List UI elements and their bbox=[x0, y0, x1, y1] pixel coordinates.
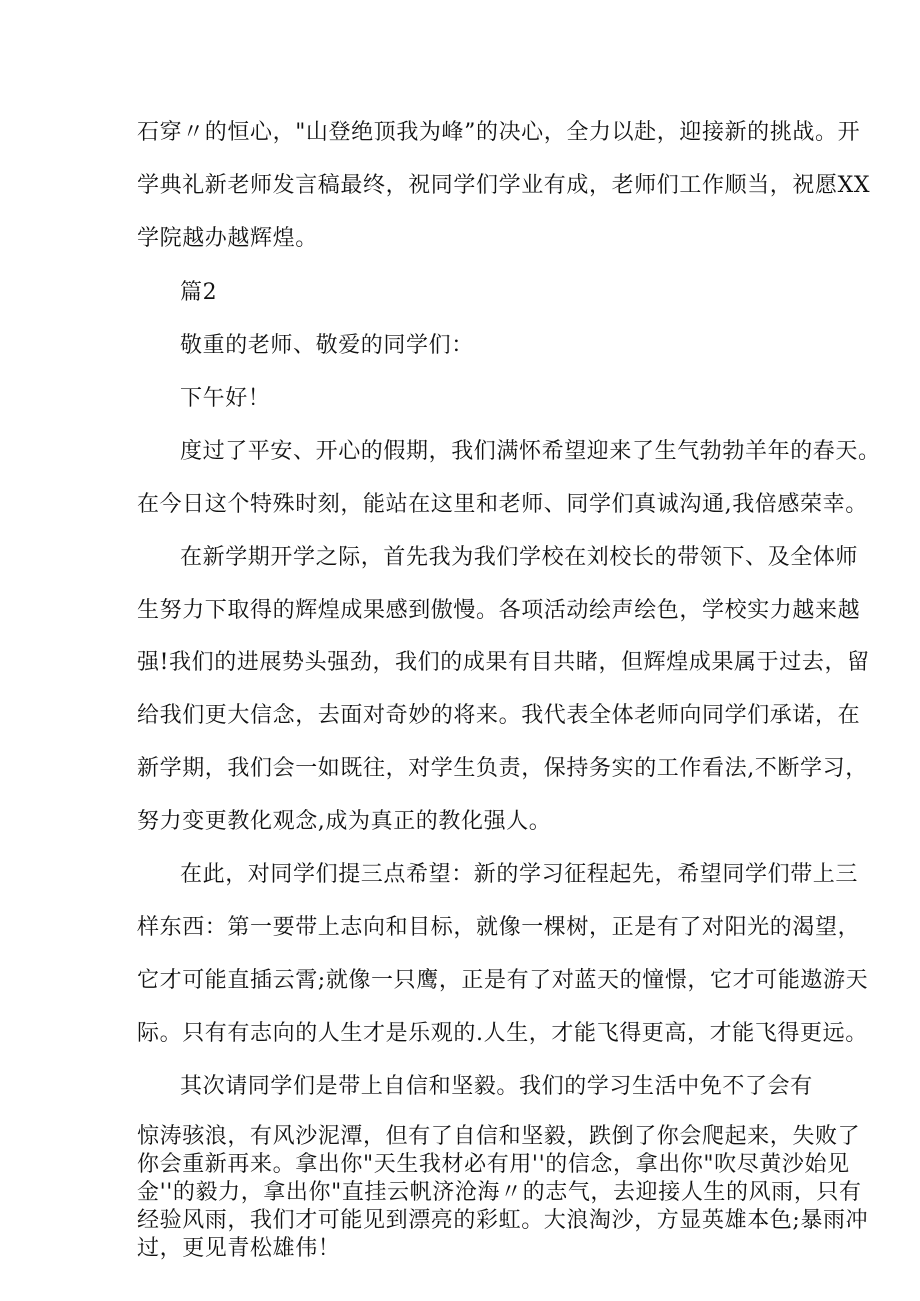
paragraph-line: 在此，对同学们提三点希望：新的学习征程起先，希望同学们带上三 bbox=[180, 862, 859, 887]
paragraph-line: 石穿〃的恒心，"山登绝顶我为峰”的决心，全力以赴，迎接新的挑战。开 bbox=[137, 120, 861, 145]
paragraph-line: 强!我们的进展势头强劲，我们的成果有目共睹，但辉煌成果属于过去，留 bbox=[137, 650, 870, 675]
paragraph-line: 经验风雨，我们才可能见到漂亮的彩虹。大浪淘沙，方显英雄本色;暴雨冲 bbox=[137, 1208, 869, 1233]
paragraph-line: 学典礼新老师发言稿最终，祝同学们学业有成，老师们工作顺当，祝愿XX bbox=[137, 173, 871, 198]
paragraph-line: 努力变更教化观念,成为真正的教化强人。 bbox=[137, 809, 552, 834]
paragraph-line: 度过了平安、开心的假期，我们满怀希望迎来了生气勃勃羊年的春天。 bbox=[180, 439, 881, 464]
paragraph-line: 样东西：第一要带上志向和目标，就像一棵树，正是有了对阳光的渴望， bbox=[137, 915, 861, 940]
paragraph-line: 你会重新再来。拿出你"天生我材必有用''的信念，拿出你"吹尽黄沙始见 bbox=[137, 1152, 850, 1177]
paragraph-line: 在新学期开学之际，首先我为我们学校在刘校长的带领下、及全体师 bbox=[180, 545, 859, 570]
paragraph-line: 过，更见青松雄伟！ bbox=[137, 1236, 341, 1261]
paragraph-line: 新学期，我们会一如既往，对学生负责，保持务实的工作看法,不断学习， bbox=[137, 756, 868, 781]
section-heading: 篇2 bbox=[180, 280, 218, 305]
paragraph-line: 在今日这个特殊时刻，能站在这里和老师、同学们真诚沟通,我倍感荣幸。 bbox=[137, 492, 868, 517]
paragraph-line: 它才可能直插云霄;就像一只鹰，正是有了对蓝天的憧憬，它才可能遨游天 bbox=[137, 968, 869, 993]
paragraph-line: 金''的毅力，拿出你"直挂云帆济沧海〃的志气，去迎接人生的风雨，只有 bbox=[137, 1180, 862, 1205]
paragraph-line: 其次请同学们是带上自信和坚毅。我们的学习生活中免不了会有 bbox=[180, 1074, 813, 1099]
paragraph-line: 给我们更大信念，去面对奇妙的将来。我代表全体老师向同学们承诺，在 bbox=[137, 703, 861, 728]
paragraph-line: 学院越办越辉煌。 bbox=[137, 226, 318, 251]
greeting: 下午好！ bbox=[180, 386, 271, 411]
paragraph-line: 生努力下取得的辉煌成果感到傲慢。各项活动绘声绘色，学校实力越来越 bbox=[137, 598, 861, 623]
paragraph-line: 惊涛骇浪，有风沙泥潭，但有了自信和坚毅，跌倒了你会爬起来，失败了 bbox=[137, 1124, 861, 1149]
salutation: 敬重的老师、敬爱的同学们： bbox=[180, 333, 474, 358]
paragraph-line: 际。只有有志向的人生才是乐观的.人生，才能飞得更高，才能飞得更远。 bbox=[137, 1021, 868, 1046]
